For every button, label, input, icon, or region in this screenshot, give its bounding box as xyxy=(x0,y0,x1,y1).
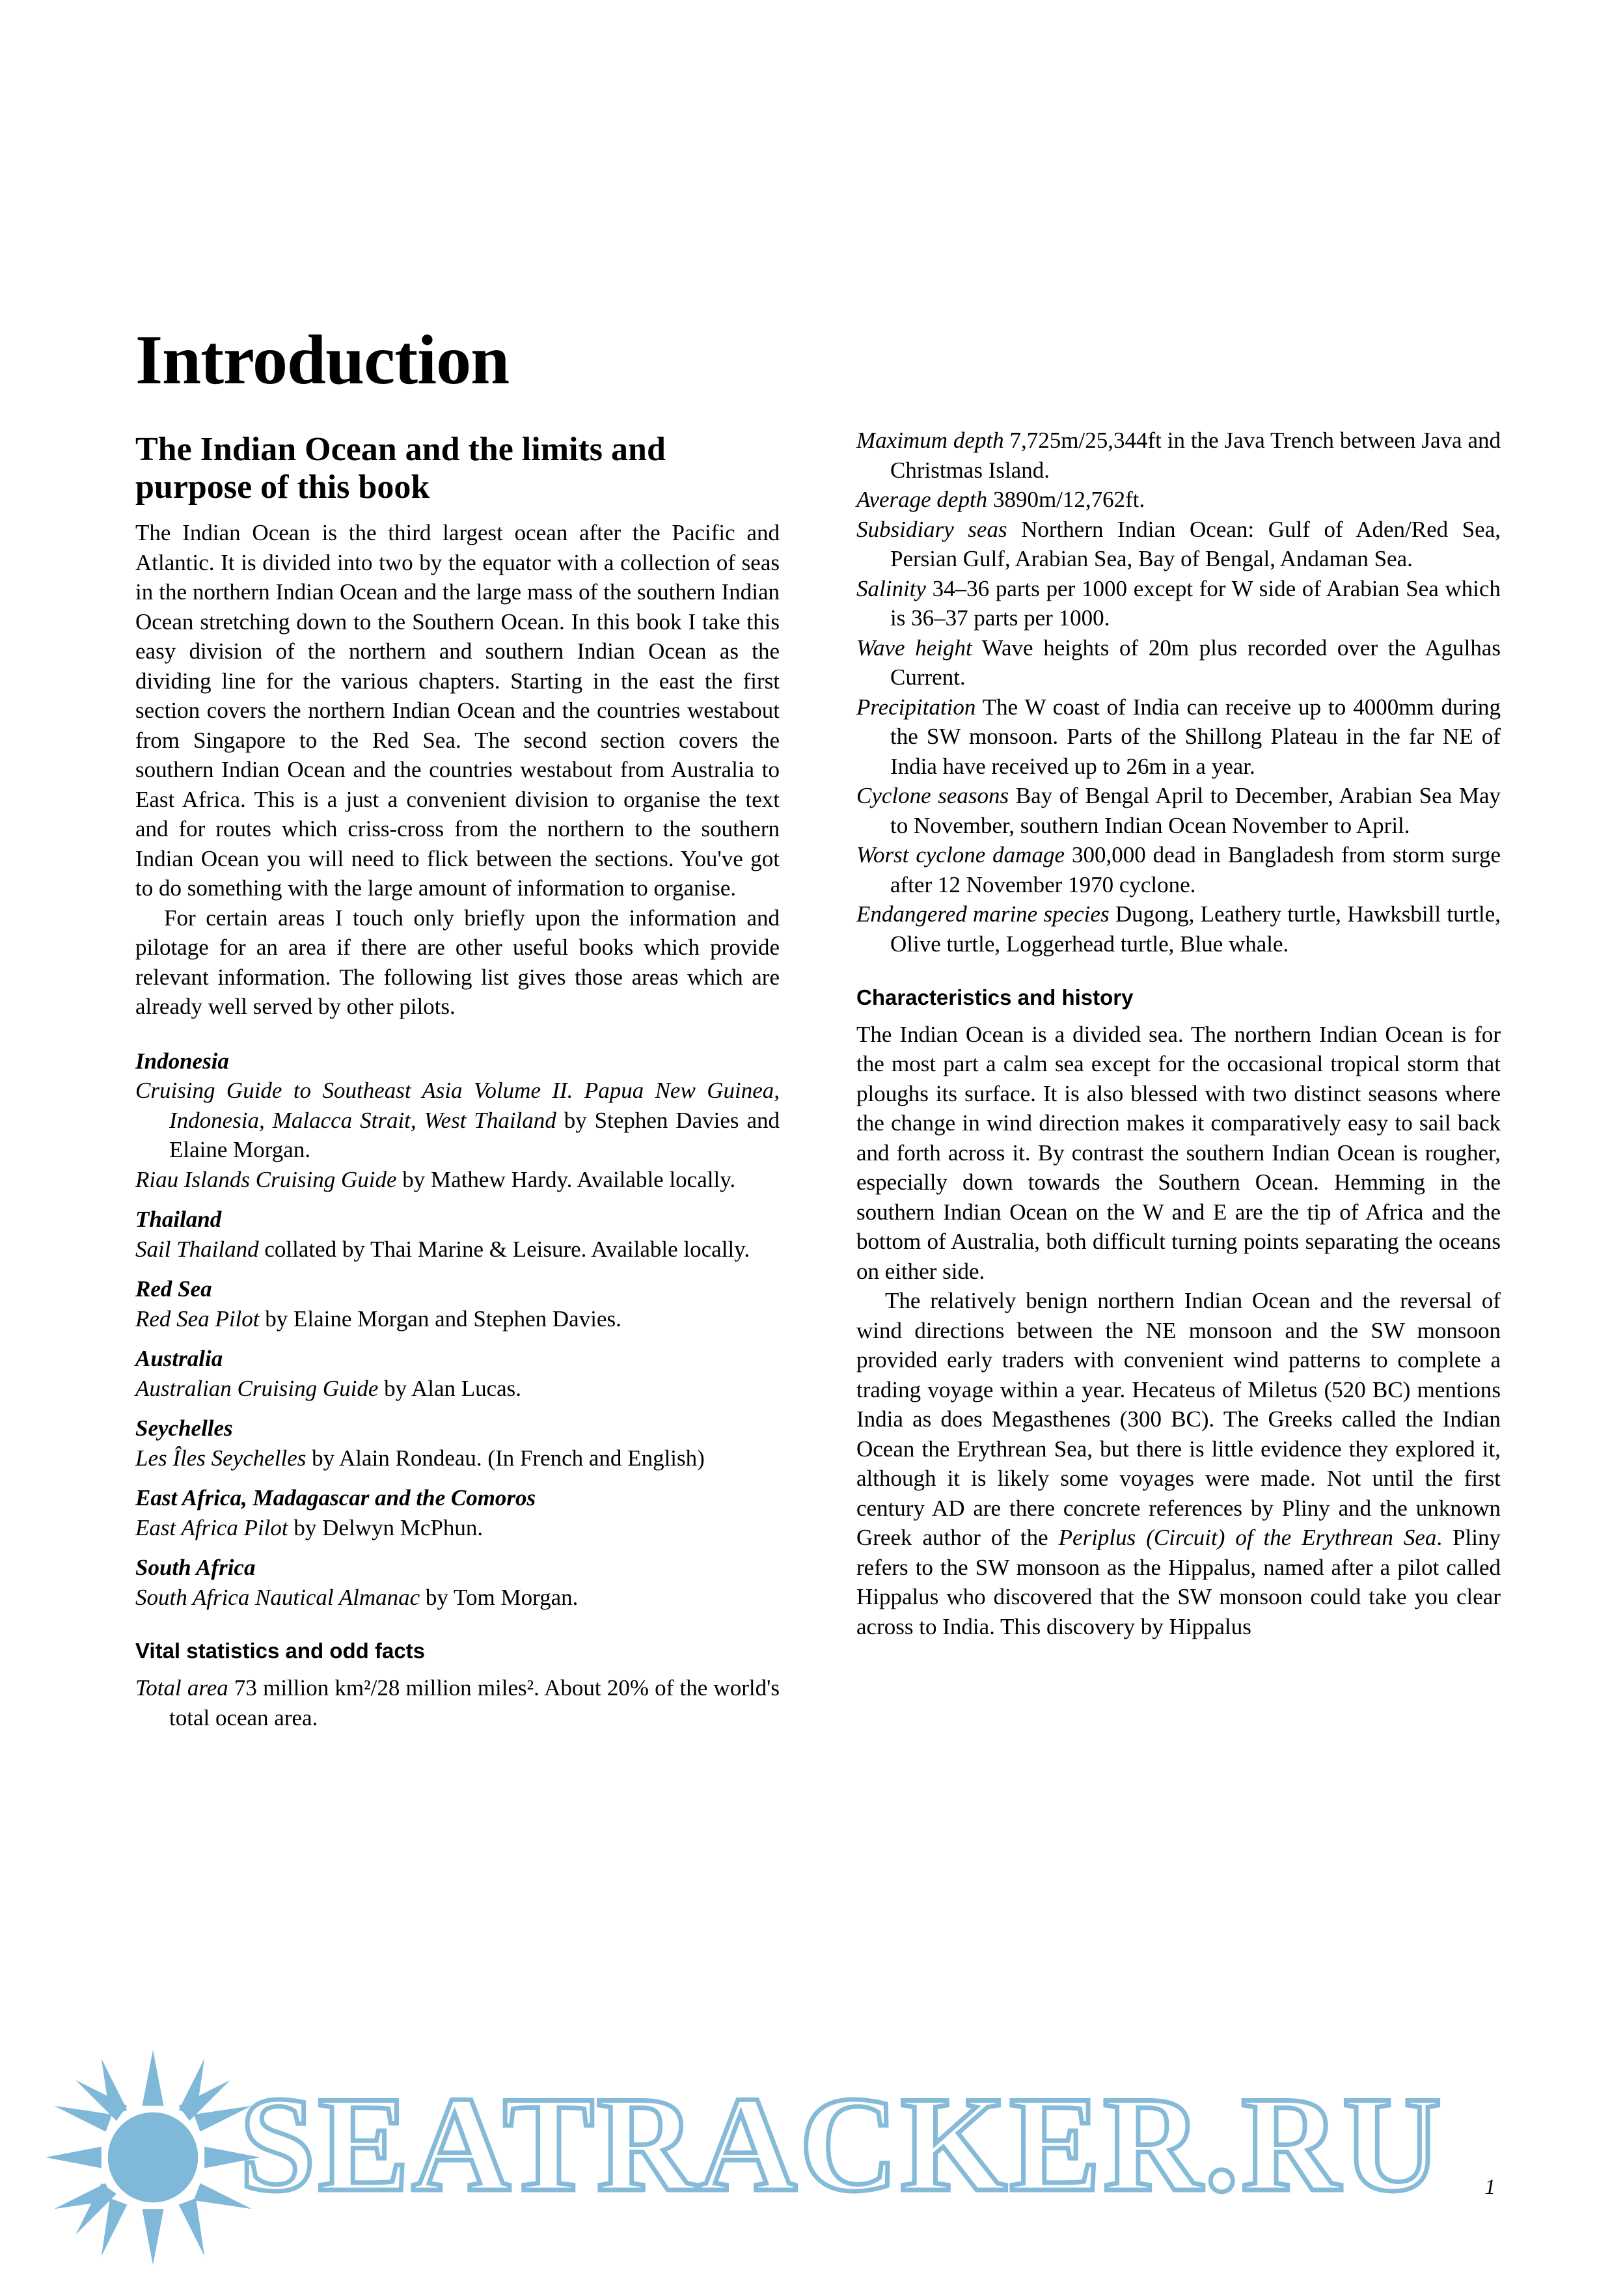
spacer xyxy=(135,1022,780,1036)
book-author: by Stephen Davies and Elaine Morgan. xyxy=(169,1107,780,1163)
book-author: by Mathew Hardy. Available locally. xyxy=(396,1166,736,1192)
paragraph: For certain areas I touch only briefly upon the information and pilotage for an area if there are other useful books which provide relevant information. The following list gives those areas which are already well served by other pilots. xyxy=(135,905,780,1020)
page-title: Introduction xyxy=(135,321,510,399)
statistic-item xyxy=(856,840,1501,899)
book-title: Australian Cruising Guide xyxy=(135,1375,379,1401)
statistic-value: Northern Indian Ocean: Gulf of Aden/Red Sea, Persian Gulf, Arabian Sea, Bay of Bengal, Andaman Sea. xyxy=(890,516,1501,571)
list-item xyxy=(135,1443,780,1473)
statistic-item xyxy=(856,633,1501,692)
region-heading: South Africa xyxy=(135,1555,256,1581)
book-author: collated by Thai Marine & Leisure. Available locally. xyxy=(258,1236,750,1262)
book-title: Red Sea Pilot xyxy=(135,1305,260,1332)
statistic-item xyxy=(856,515,1501,574)
statistic-value: Wave heights of 20m plus recorded over the Agulhas Current. xyxy=(890,635,1501,690)
work-title: Periplus (Circuit) of the Erythrean Sea xyxy=(1058,1525,1437,1551)
sun-burst-icon xyxy=(46,2050,260,2265)
list-item xyxy=(135,1076,780,1165)
statistic-value: 73 million km²/28 million miles². About 20% of the world's total ocean area. xyxy=(169,1675,780,1730)
book-title: Les Îles Seychelles xyxy=(135,1445,307,1471)
paragraph-text: . Pliny refers to the SW monsoon as the Hippalus, named after a pilot called Hippalus who discovered that the SW monsoon could take you clear across to India. This discovery by Hippalus xyxy=(856,1525,1501,1639)
paragraph xyxy=(856,1286,1501,1641)
subsection-heading-characteristics-and-history: Characteristics and history xyxy=(856,985,1134,1009)
left-column xyxy=(135,426,780,1732)
statistic-term: Maximum depth xyxy=(856,428,1004,453)
paragraph: The Indian Ocean is a divided sea. The northern Indian Ocean is for the most part a calm sea except for the occasional tropical storm that ploughs its surface. It is also blessed with two distinct seasons where the change in wind direction makes it comparatively easy to sail back and forth across it. By contrast the southern Indian Ocean is rougher, especially down towards the Southern Ocean. Hemming in the southern Indian Ocean on the W and E are the tip of Africa and the bottom of Australia, both difficult turning points separating the oceans on either side. xyxy=(856,1021,1501,1284)
statistic-item xyxy=(856,485,1501,515)
watermark-text: SEATRACKER.RU xyxy=(239,2069,1444,2220)
statistic-term: Total area xyxy=(135,1675,228,1701)
list-item xyxy=(135,1165,780,1195)
statistic-value: Bay of Bengal April to December, Arabian Sea May to November, southern Indian Ocean November to April. xyxy=(890,783,1501,838)
list-item xyxy=(135,1374,780,1404)
statistic-value: 7,725m/25,344ft in the Java Trench between Java and Christmas Island. xyxy=(890,428,1501,483)
statistic-value: Dugong, Leathery turtle, Hawksbill turtle, Olive turtle, Loggerhead turtle, Blue whale. xyxy=(890,901,1501,957)
book-title: South Africa Nautical Almanac xyxy=(135,1584,420,1610)
statistic-item xyxy=(856,692,1501,782)
region-heading: Red Sea xyxy=(135,1276,212,1302)
book-title: Cruising Guide to Southeast Asia Volume II. Papua New Guinea, Indonesia, Malacca Strait, West Thailand xyxy=(135,1078,780,1133)
pilot-book-list xyxy=(135,1046,780,1613)
page-content xyxy=(135,321,1502,1732)
region-heading: Seychelles xyxy=(135,1415,233,1442)
statistic-term: Subsidiary seas xyxy=(856,516,1007,542)
statistic-term: Worst cyclone damage xyxy=(856,842,1065,868)
statistic-term: Endangered marine species xyxy=(856,901,1110,927)
statistic-value: 3890m/12,762ft. xyxy=(987,487,1145,512)
section-heading: The Indian Ocean and the limits and purpose of this book xyxy=(135,431,666,506)
region-heading: Indonesia xyxy=(135,1048,229,1074)
book-author: by Delwyn McPhun. xyxy=(288,1514,484,1540)
right-column xyxy=(856,426,1501,1641)
statistic-item xyxy=(856,781,1501,840)
book-title: Sail Thailand xyxy=(135,1236,259,1262)
book-author: by Elaine Morgan and Stephen Davies. xyxy=(259,1305,621,1332)
statistic-term: Cyclone seasons xyxy=(856,783,1009,808)
two-column-layout xyxy=(135,426,1502,1732)
statistic-term: Precipitation xyxy=(856,694,976,720)
book-title: East Africa Pilot xyxy=(135,1514,288,1540)
watermark xyxy=(0,1932,1623,2296)
statistic-term: Average depth xyxy=(856,487,988,512)
paragraph: The Indian Ocean is the third largest ocean after the Pacific and Atlantic. It is divided into two by the equator with a collection of seas in the northern Indian Ocean and the large mass of the southern Indian Ocean stretching down to the Southern Ocean. In this book I take this easy division of the northern and southern Indian Ocean as the dividing line for the various chapters. Starting in the east the first section covers the northern Indian Ocean and the countries westabout from Singapore to the Red Sea. The second section covers the southern Indian Ocean and the countries westabout from Australia to East Africa. This is a just a convenient division to organise the text and for routes which criss-cross from the northern to the southern Indian Ocean you will need to flick between the sections. You've got to do something with the large amount of information to organise. xyxy=(135,520,780,901)
statistic-value: 34–36 parts per 1000 except for W side of Arabian Sea which is 36–37 parts per 1000. xyxy=(890,575,1501,631)
statistic-item xyxy=(135,1673,780,1732)
page-number: 1 xyxy=(1484,2176,1495,2199)
statistic-item xyxy=(856,426,1501,485)
statistic-term: Salinity xyxy=(856,575,926,601)
book-author: by Tom Morgan. xyxy=(420,1584,579,1610)
book-author: by Alan Lucas. xyxy=(378,1375,522,1401)
paragraph-text: The relatively benign northern Indian Ocean and the reversal of wind directions between the NE monsoon and the SW monsoon provided early traders with convenient wind patterns to complete a trading voyage within a year. Hecateus of Miletus (520 BC) mentions India as does Megasthenes (300 BC). The Greeks called the Indian Ocean the Erythrean Sea, but there is little evidence they explored it, although it is likely some voyages were made. Not until the first century AD are there concrete references by Pliny and the unknown Greek author of the xyxy=(856,1288,1501,1551)
statistic-term: Wave height xyxy=(856,635,972,661)
statistic-value: 300,000 dead in Bangladesh from storm surge after 12 November 1970 cyclone. xyxy=(890,842,1501,897)
statistic-item xyxy=(856,574,1501,633)
subsection-heading-vital-statistics: Vital statistics and odd facts xyxy=(135,1639,426,1663)
book-title: Riau Islands Cruising Guide xyxy=(135,1166,397,1192)
region-heading: Australia xyxy=(135,1346,223,1372)
region-heading: Thailand xyxy=(135,1207,222,1233)
book-author: by Alain Rondeau. (In French and English) xyxy=(306,1445,705,1471)
vital-statistics-list xyxy=(856,426,1501,959)
list-item xyxy=(135,1513,780,1543)
list-item xyxy=(135,1583,780,1613)
region-heading: East Africa, Madagascar and the Comoros xyxy=(135,1485,536,1511)
statistic-value: The W coast of India can receive up to 4000mm during the SW monsoon. Parts of the Shillong Plateau in the far NE of India have received up to 26m in a year. xyxy=(890,694,1501,779)
list-item xyxy=(135,1235,780,1264)
statistic-item xyxy=(856,899,1501,959)
list-item xyxy=(135,1304,780,1334)
